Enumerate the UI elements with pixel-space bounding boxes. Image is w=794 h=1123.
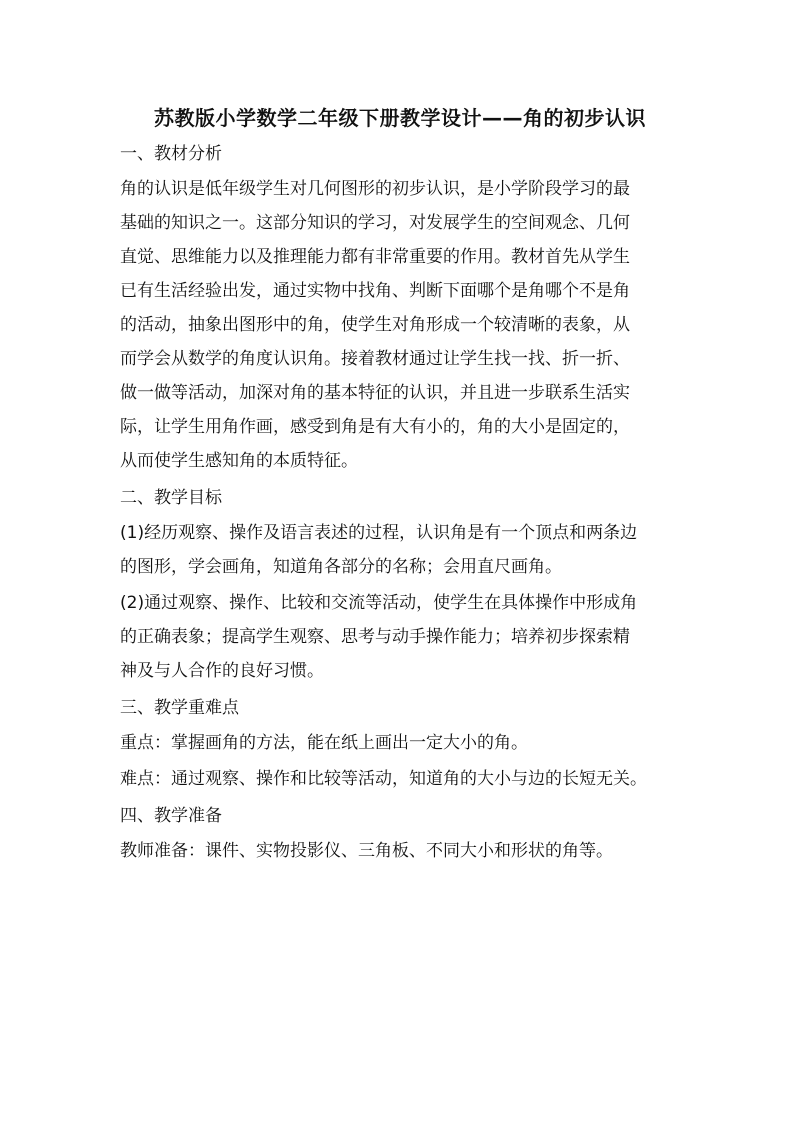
section-4 bbox=[120, 798, 680, 868]
text-line: 的图形，学会画角，知道角各部分的名称；会用直尺画角。 bbox=[120, 557, 562, 577]
paragraph bbox=[120, 516, 680, 584]
text-line: (1)经历观察、操作及语言表述的过程，认识角是有一个顶点和两条边 bbox=[120, 523, 638, 543]
text-line: (2)通过观察、操作、比较和交流等活动，使学生在具体操作中形成角 bbox=[120, 593, 638, 613]
paragraph bbox=[120, 726, 680, 760]
document-sections bbox=[120, 136, 680, 868]
text-line: 神及与人合作的良好习惯。 bbox=[120, 661, 324, 681]
section-heading: 二、教学目标 bbox=[120, 488, 222, 508]
section-1 bbox=[120, 136, 680, 478]
text-line: 难点：通过观察、操作和比较等活动，知道角的大小与边的长短无关。 bbox=[120, 769, 647, 789]
paragraph bbox=[120, 762, 680, 796]
section-heading: 一、教材分析 bbox=[120, 144, 222, 164]
text-line: 做一做等活动，加深对角的基本特征的认识，并且进一步联系生活实 bbox=[120, 383, 630, 403]
paragraph bbox=[120, 172, 680, 478]
text-line: 的活动，抽象出图形中的角，使学生对角形成一个较清晰的表象，从 bbox=[120, 315, 630, 335]
text-line: 从而使学生感知角的本质特征。 bbox=[120, 451, 358, 471]
section-heading: 三、教学重难点 bbox=[120, 698, 239, 718]
document-content bbox=[120, 100, 680, 870]
text-line: 而学会从数学的角度认识角。接着教材通过让学生找一找、折一折、 bbox=[120, 349, 630, 369]
document-title: 苏教版小学数学二年级下册教学设计——角的初步认识 bbox=[154, 106, 646, 130]
section-3 bbox=[120, 690, 680, 796]
text-line: 教师准备：课件、实物投影仪、三角板、不同大小和形状的角等。 bbox=[120, 841, 613, 861]
paragraph bbox=[120, 834, 680, 868]
section-2 bbox=[120, 480, 680, 688]
section-heading: 四、教学准备 bbox=[120, 806, 222, 826]
text-line: 直觉、思维能力以及推理能力都有非常重要的作用。教材首先从学生 bbox=[120, 247, 630, 267]
text-line: 基础的知识之一。这部分知识的学习，对发展学生的空间观念、几何 bbox=[120, 213, 630, 233]
text-line: 的正确表象；提高学生观察、思考与动手操作能力；培养初步探索精 bbox=[120, 627, 630, 647]
text-line: 际，让学生用角作画，感受到角是有大有小的，角的大小是固定的， bbox=[120, 417, 630, 437]
text-line: 重点：掌握画角的方法，能在纸上画出一定大小的角。 bbox=[120, 733, 528, 753]
text-line: 已有生活经验出发，通过实物中找角、判断下面哪个是角哪个不是角 bbox=[120, 281, 630, 301]
paragraph bbox=[120, 586, 680, 688]
text-line: 角的认识是低年级学生对几何图形的初步认识，是小学阶段学习的最 bbox=[120, 179, 630, 199]
